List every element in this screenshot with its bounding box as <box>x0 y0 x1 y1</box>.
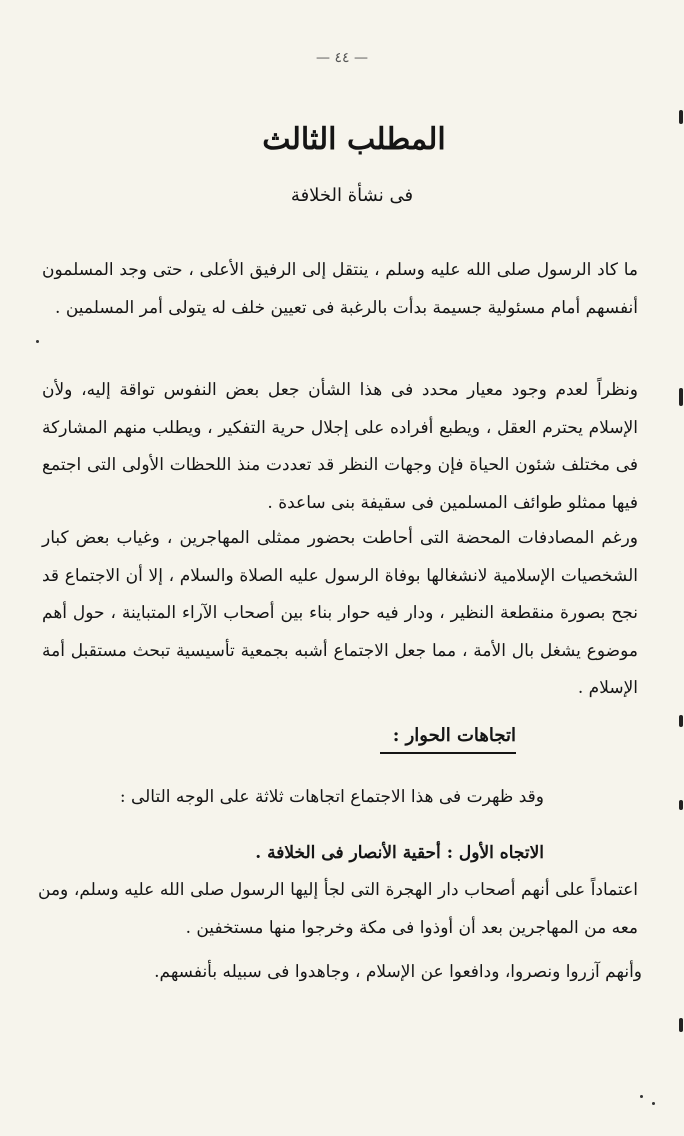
paragraph-succession-intro: ما كاد الرسول صلى الله عليه وسلم ، ينتقل إلى الرفيق الأعلى ، حتى وجد المسلمون أنفسهم أمام مسئولية جسيمة بدأت بالرغبة فى تعيين خلف له يتولى أمر المسلمين . <box>42 260 638 318</box>
directions-intro-line: وقد ظهرت فى هذا الاجتماع اتجاهات ثلاثة على الوجه التالى : <box>119 787 544 807</box>
scan-edge-mark <box>679 715 683 727</box>
direction-one-body-continued: وأنهم آزروا ونصروا، ودافعوا عن الإسلام ، وجاهدوا فى سبيله بأنفسهم. <box>154 962 642 982</box>
scan-speck <box>652 1102 655 1105</box>
scan-edge-mark <box>679 1018 683 1032</box>
scan-edge-mark <box>679 388 683 406</box>
paragraph-saqifa-meeting: ورغم المصادفات المحضة التى أحاطت بحضور ممثلى المهاجرين ، وغياب بعض كبار الشخصيات الإسلامية لانشغالها بوفاة الرسول عليه الصلاة والسلام ، إلا أن الاجتماع قد نجح بصورة منقطعة النظير ، ودار فيه حوار بناء بين أصحاب الآراء المتباينة ، حول أهم موضوع يشغل بال الأمة ، مما جعل الاجتماع أشبه بجمعية تأسيسية تبحث مستقبل أمة الإسلام . <box>42 528 638 698</box>
scan-edge-mark <box>679 110 683 124</box>
chapter-title: المطلب الثالث <box>262 122 446 157</box>
direction-one-title: الاتجاه الأول : أحقية الأنصار فى الخلافة . <box>255 843 544 863</box>
chapter-subtitle: فى نشأة الخلافة <box>290 185 414 206</box>
page-number: — ٤٤ — <box>316 50 368 66</box>
scan-speck <box>640 1095 643 1098</box>
section-title-dialogue-directions: اتجاهات الحوار : <box>380 725 516 754</box>
paragraph-viewpoints: ونظراً لعدم وجود معيار محدد فى هذا الشأن جعل بعض النفوس تواقة إليه، ولأن الإسلام يحترم العقل ، ويطبع أفراده على إجلال حرية التفكير ، ويطلب منهم المشاركة فى مختلف شئون الحياة فإن وجهات النظر قد تعددت منذ اللحظات الأولى التى اجتمع فيها ممثلو طوائف المسلمين فى سقيفة بنى ساعدة . <box>42 380 638 513</box>
scan-speck <box>36 340 39 343</box>
scan-edge-mark <box>679 800 683 810</box>
direction-one-body: اعتماداً على أنهم أصحاب دار الهجرة التى لجأ إليها الرسول صلى الله عليه وسلم، ومن معه من المهاجرين بعد أن أوذوا فى مكة وخرجوا منها مستخفين . <box>38 880 638 938</box>
